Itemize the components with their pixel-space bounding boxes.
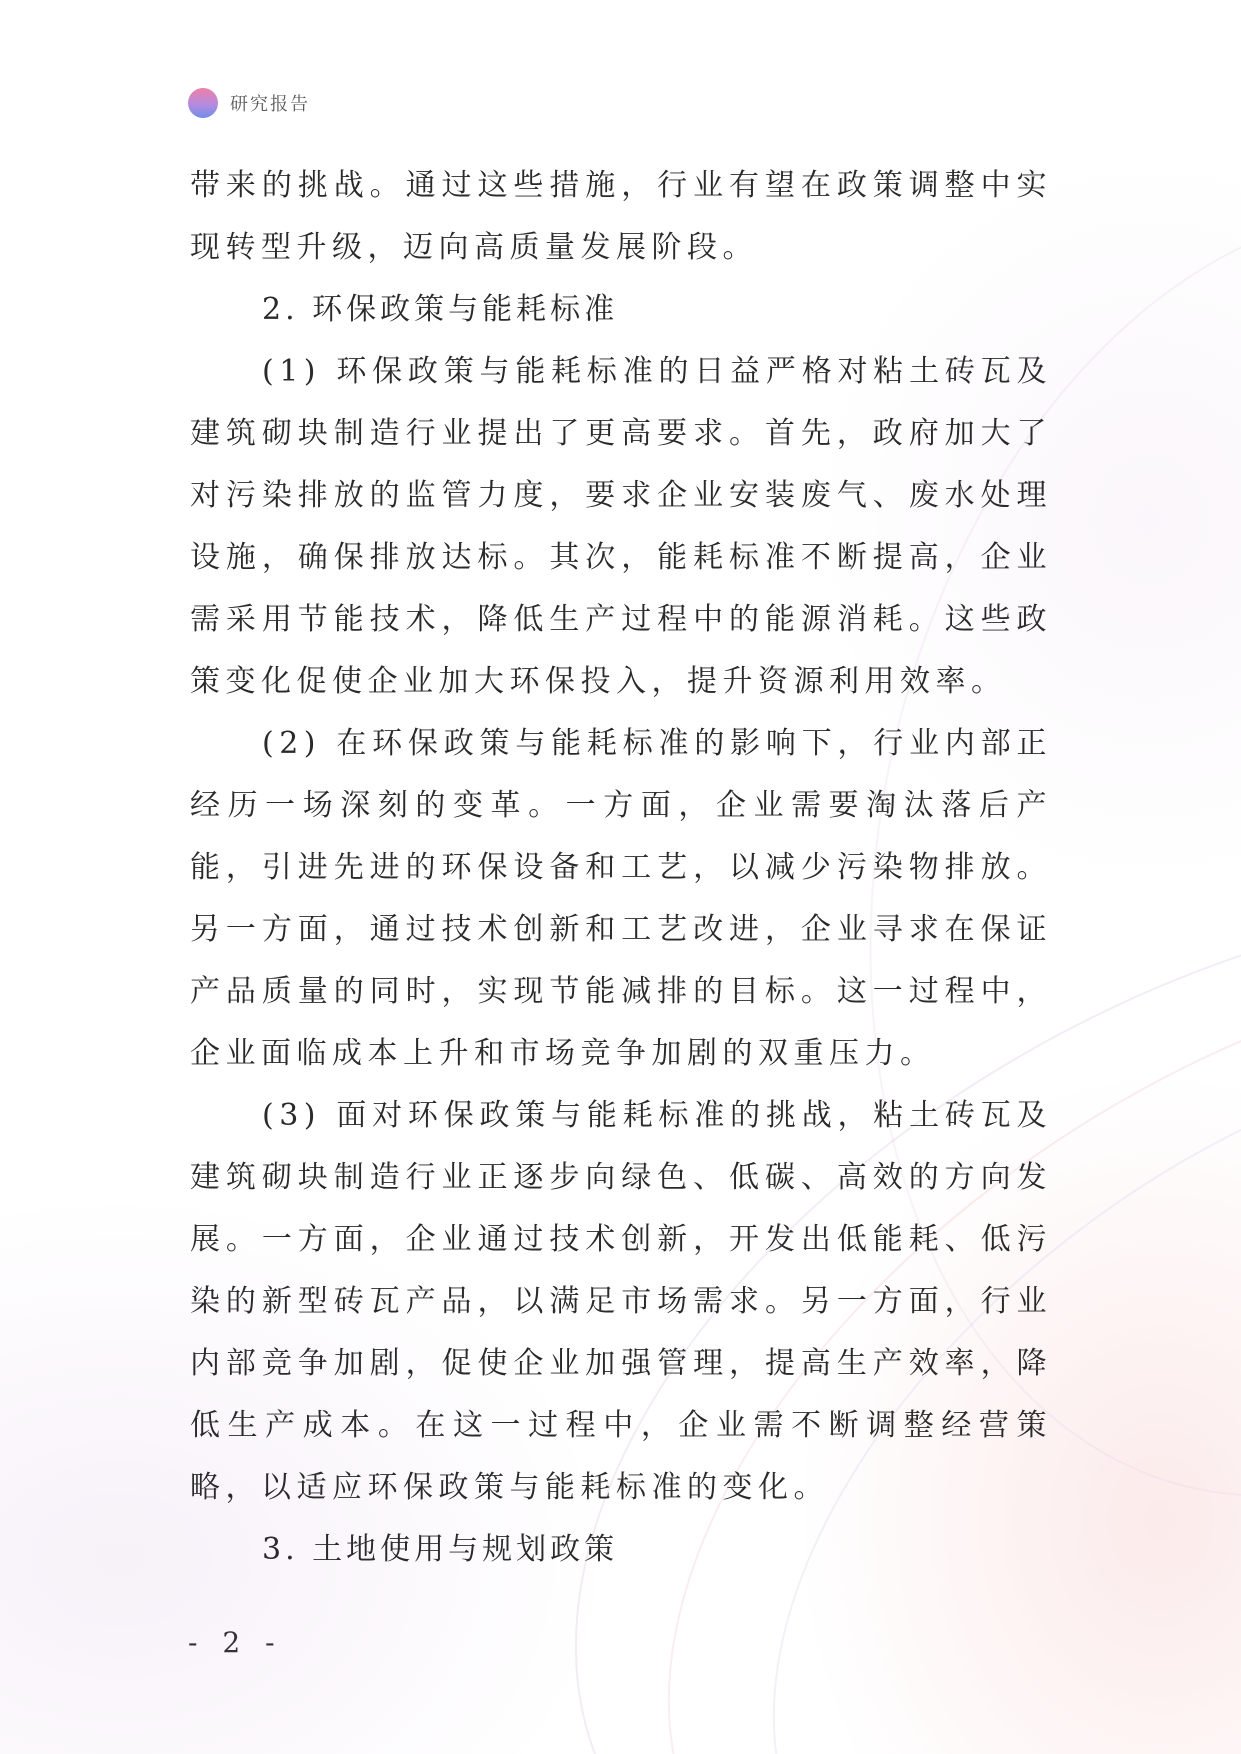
body-paragraph: (1) 环保政策与能耗标准的日益严格对粘土砖瓦及建筑砌块制造行业提出了更高要求。首先，政府加大了对污染排放的监管力度，要求企业安装废气、废水处理设施，确保排放达标。其次，能耗标准不断提高，企业需采用节能技术，降低生产过程中的能源消耗。这些政策变化促使企业加大环保投入，提升资源利用效率。 [190, 354, 1052, 699]
section-heading: 2. 环保政策与能耗标准 [262, 292, 619, 327]
body-paragraph: 带来的挑战。通过这些措施，行业有望在政策调整中实现转型升级，迈向高质量发展阶段。 [190, 168, 1052, 265]
body-paragraph: (3) 面对环保政策与能耗标准的挑战，粘土砖瓦及建筑砌块制造行业正逐步向绿色、低碳、高效的方向发展。一方面，企业通过技术创新，开发出低能耗、低污染的新型砖瓦产品，以满足市场需求。另一方面，行业内部竞争加剧，促使企业加强管理，提高生产效率，降低生产成本。在这一过程中，企业需不断调整经营策略，以适应环保政策与能耗标准的变化。 [190, 1098, 1052, 1505]
document-body [190, 155, 1052, 1581]
page-number: - 2 - [188, 1626, 283, 1659]
section-heading: 3. 土地使用与规划政策 [262, 1532, 619, 1567]
logo-circle-icon [188, 88, 218, 118]
header-label: 研究报告 [230, 94, 310, 115]
page-header [188, 88, 310, 118]
body-paragraph: (2) 在环保政策与能耗标准的影响下，行业内部正经历一场深刻的变革。一方面，企业需要淘汰落后产能，引进先进的环保设备和工艺，以减少污染物排放。另一方面，通过技术创新和工艺改进，企业寻求在保证产品质量的同时，实现节能减排的目标。这一过程中，企业面临成本上升和市场竞争加剧的双重压力。 [190, 726, 1052, 1071]
